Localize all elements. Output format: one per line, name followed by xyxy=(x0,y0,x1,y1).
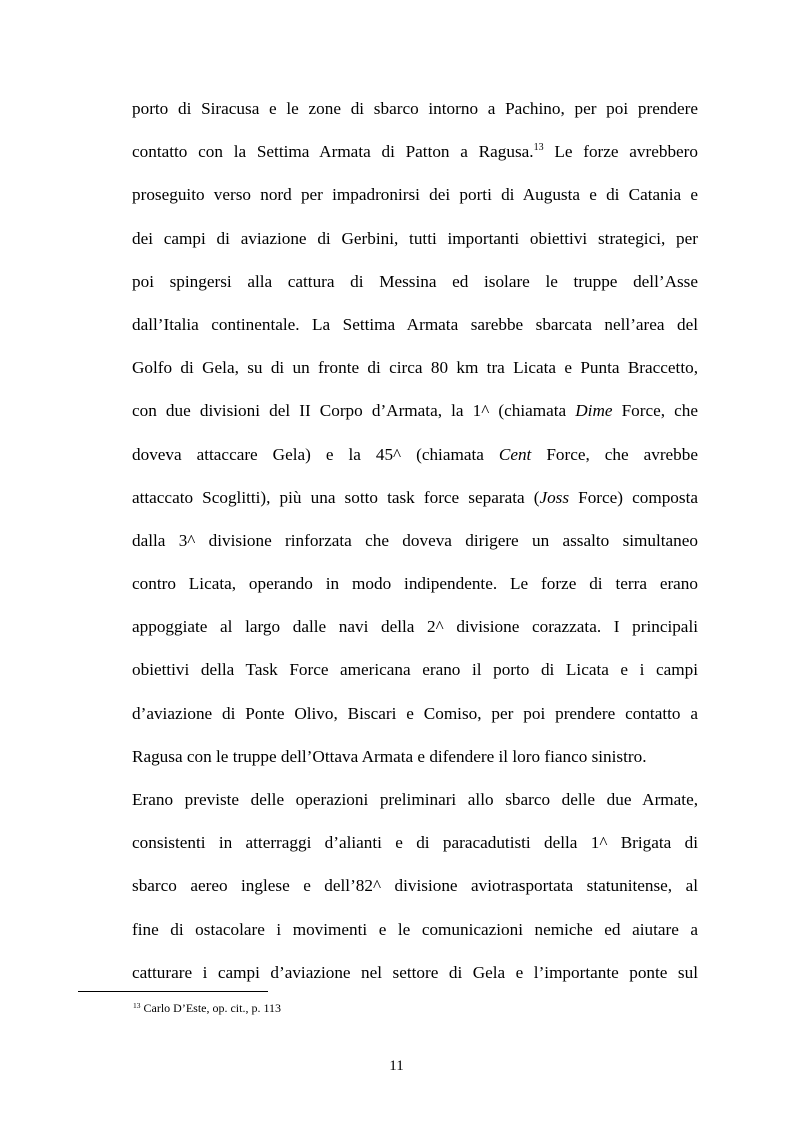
footnote-divider xyxy=(78,991,268,992)
text-line: appoggiate al largo dalle navi della 2^ divisione corazzata. I principali xyxy=(132,617,698,637)
text-line xyxy=(132,389,698,432)
text-line: dei campi di aviazione di Gerbini, tutti importanti obiettivi strategici, per xyxy=(132,228,698,248)
text-span: Le forze avrebbero xyxy=(543,142,698,162)
text-line: catturare i campi d’aviazione nel settore di Gela e l’importante ponte sul xyxy=(132,962,698,982)
text-span: contatto con la Settima Armata di Patton a Ragusa. xyxy=(132,142,534,162)
text-line xyxy=(132,476,698,519)
footnote-number: 13 xyxy=(133,1001,141,1010)
text-line xyxy=(132,433,698,476)
text-line: dall’Italia continentale. La Settima Armata sarebbe sbarcata nell’area del xyxy=(132,314,698,334)
text-span: Force, che avrebbe xyxy=(531,444,698,464)
italic-term: Dime xyxy=(575,401,613,421)
page-number: 11 xyxy=(389,1058,404,1074)
italic-term: Cent xyxy=(498,444,532,464)
text-line: obiettivi della Task Force americana erano il porto di Licata e i campi xyxy=(132,660,698,680)
text-line: Golfo di Gela, su di un fronte di circa 80 km tra Licata e Punta Braccetto, xyxy=(132,358,698,378)
text-span: attaccato Scoglitti), più una sotto task force separata ( xyxy=(132,487,540,507)
text-line: poi spingersi alla cattura di Messina ed isolare le truppe dell’Asse xyxy=(132,271,698,291)
footnote xyxy=(133,1000,281,1016)
text-line: Erano previste delle operazioni preliminari allo sbarco delle due Armate, xyxy=(132,790,698,809)
footnote-reference[interactable]: 13 xyxy=(533,142,544,154)
text-line: Ragusa con le truppe dell’Ottava Armata e difendere il loro fianco sinistro. xyxy=(132,746,647,766)
text-span: Force) composta xyxy=(569,487,698,507)
text-line: contro Licata, operando in modo indipendente. Le forze di terra erano xyxy=(132,574,698,594)
text-line: consistenti in atterraggi d’alianti e di paracadutisti della 1^ Brigata di xyxy=(132,833,698,853)
text-line: fine di ostacolare i movimenti e le comunicazioni nemiche ed aiutare a xyxy=(132,919,698,939)
text-line: proseguito verso nord per impadronirsi dei porti di Augusta e di Catania e xyxy=(132,185,698,205)
text-span: Force, che xyxy=(612,401,698,421)
text-line: sbarco aereo inglese e dell’82^ divisione aviotrasportata statunitense, al xyxy=(132,876,698,896)
text-line xyxy=(132,130,698,173)
text-line: d’aviazione di Ponte Olivo, Biscari e Comiso, per poi prendere contatto a xyxy=(132,703,698,723)
italic-term: Joss xyxy=(539,487,570,507)
text-span: con due divisioni del II Corpo d’Armata, la 1^ (chiamata xyxy=(132,401,576,421)
body-text xyxy=(132,87,698,994)
text-line: dalla 3^ divisione rinforzata che doveva dirigere un assalto simultaneo xyxy=(132,530,698,550)
text-span: doveva attaccare Gela) e la 45^ (chiamata xyxy=(132,444,499,464)
text-line: porto di Siracusa e le zone di sbarco intorno a Pachino, per poi prendere xyxy=(132,99,698,118)
footnote-text: Carlo D’Este, op. cit., p. 113 xyxy=(140,1001,282,1015)
